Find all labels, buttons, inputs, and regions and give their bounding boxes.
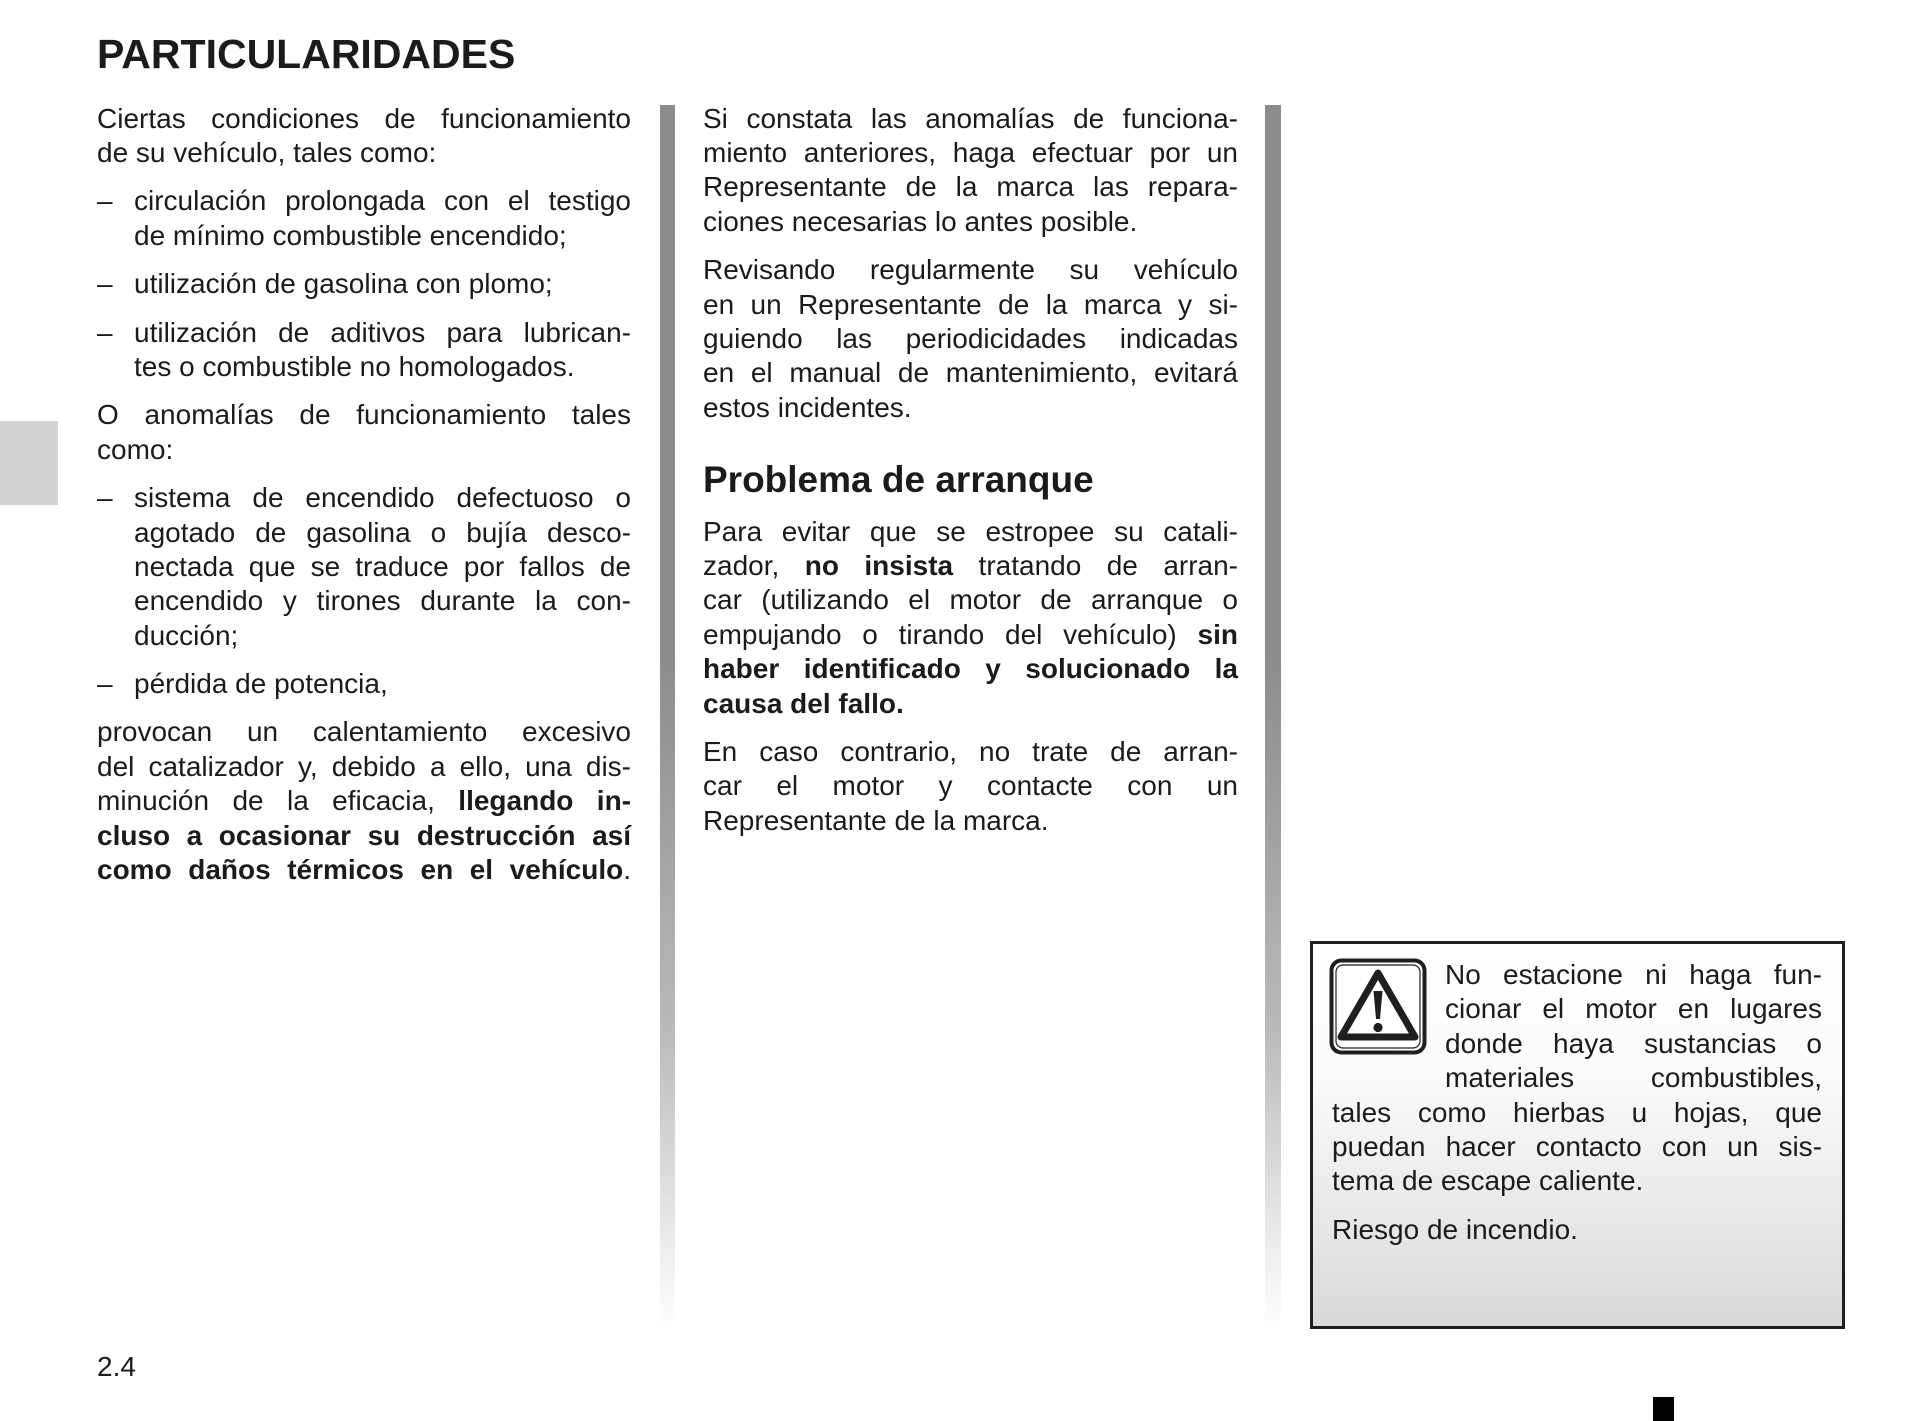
anomalies-intro-paragraph: [97, 398, 631, 467]
text-line: como:: [97, 433, 174, 465]
warning-header: [1332, 958, 1822, 1096]
repair-paragraph: [703, 102, 1238, 240]
text-line: sistema de encendido defectuoso o: [134, 482, 631, 514]
bold-text-span: no insista: [804, 550, 954, 582]
text-line: tes o combustible no homologados.: [134, 350, 575, 382]
text-line: ciones necesarias lo antes posible.: [703, 205, 1138, 237]
bold-text-span: como daños térmicos en el vehículo: [97, 854, 624, 886]
list-item: [97, 184, 631, 253]
text-line: en un Representante de la marca y si-: [703, 288, 1238, 320]
text-line: Para evitar que se estropee su catali-: [703, 515, 1238, 547]
text-line: encendido y tirones durante la con-: [134, 585, 631, 617]
text-line: puedan hacer contacto con un sis-: [1332, 1130, 1822, 1162]
chapter-tab: [0, 421, 58, 505]
text-span: zador,: [703, 550, 780, 582]
text-line: tema de escape caliente.: [1332, 1165, 1644, 1197]
warning-text-beside-icon: [1445, 958, 1822, 1096]
text-span: tratando de arran-: [978, 550, 1239, 582]
text-span: empujando o tirando del vehículo): [703, 618, 1177, 650]
intro-paragraph: [97, 102, 631, 171]
text-line: [97, 784, 631, 818]
text-line: En caso contrario, no trate de arran-: [703, 736, 1238, 768]
text-line: haber identificado y solucionado la: [703, 653, 1238, 685]
page-title: PARTICULARIDADES: [97, 31, 516, 77]
text-line: guiendo las periodicidades indicadas: [703, 322, 1238, 354]
warning-risk-text: Riesgo de incendio.: [1332, 1213, 1578, 1245]
warning-text: [1332, 1096, 1822, 1199]
maintenance-paragraph: [703, 253, 1238, 425]
text-line: de mínimo combustible encendido;: [134, 219, 567, 251]
section-heading: Problema de arranque: [703, 458, 1094, 500]
text-line: [703, 618, 1238, 652]
bullet-dash: –: [97, 668, 113, 700]
text-line: Revisando regularmente su vehículo: [703, 254, 1238, 286]
text-line: [97, 853, 631, 887]
text-line: tales como hierbas u hojas, que: [1332, 1096, 1822, 1128]
list-item: [97, 267, 631, 301]
text-line: [703, 549, 1238, 583]
text-line: de su vehículo, tales como:: [97, 136, 437, 168]
bullet-dash: –: [97, 185, 113, 217]
bold-text-span: sin: [1197, 618, 1238, 650]
text-line: en el manual de mantenimiento, evitará: [703, 357, 1238, 389]
bullet-dash: –: [97, 482, 113, 514]
bullet-dash: –: [97, 268, 113, 300]
text-line: circulación prolongada con el testigo: [134, 185, 631, 217]
text-line: nectada que se traduce por fallos de: [134, 550, 631, 582]
text-line: Representante de la marca.: [703, 804, 1049, 836]
warning-box: [1310, 941, 1845, 1329]
page-edge-marker: [1653, 1397, 1674, 1421]
list-item: [97, 667, 631, 701]
text-line: materiales combustibles,: [1445, 1062, 1822, 1094]
text-line: provocan un calentamiento excesivo: [97, 716, 631, 748]
middle-column: [703, 102, 1238, 853]
warning-triangle-icon: [1329, 958, 1427, 1055]
text-line: pérdida de potencia,: [134, 668, 388, 700]
consequence-paragraph: [97, 715, 631, 887]
text-line: O anomalías de funcionamiento tales: [97, 399, 631, 431]
text-line: utilización de aditivos para lubrican-: [134, 316, 631, 348]
list-item: [97, 481, 631, 653]
text-line: Si constata las anomalías de funciona-: [703, 102, 1238, 134]
text-line: ducción;: [134, 619, 239, 651]
text-span: minución de la eficacia,: [97, 785, 435, 817]
text-line: cionar el motor en lugares: [1445, 993, 1822, 1025]
text-line: car (utilizando el motor de arranque o: [703, 584, 1238, 616]
bold-text-span: llegando in-: [458, 785, 632, 817]
text-line: utilización de gasolina con plomo;: [134, 268, 553, 300]
text-line: causa del fallo.: [703, 687, 904, 719]
text-line: cluso a ocasionar su destrucción así: [97, 819, 631, 851]
text-line: Ciertas condiciones de funcionamiento: [97, 102, 631, 134]
bullet-dash: –: [97, 316, 113, 348]
text-line: car el motor y contacte con un: [703, 770, 1238, 802]
text-line: del catalizador y, debido a ello, una dis-: [97, 750, 631, 782]
column-divider: [660, 105, 675, 1331]
contact-paragraph: [703, 735, 1238, 838]
text-line: Representante de la marca las repara-: [703, 171, 1238, 203]
column-divider: [1265, 105, 1281, 1331]
text-line: estos incidentes.: [703, 391, 912, 423]
left-column: [97, 102, 631, 902]
text-line: agotado de gasolina o bujía desco-: [134, 516, 631, 548]
page-number: 2.4: [97, 1351, 136, 1382]
text-line: donde haya sustancias o: [1445, 1027, 1822, 1059]
text-line: miento anteriores, haga efectuar por un: [703, 136, 1238, 168]
text-line: No estacione ni haga fun-: [1445, 959, 1822, 990]
list-item: [97, 316, 631, 385]
text-span: .: [623, 854, 631, 886]
starting-problem-paragraph: [703, 515, 1238, 721]
